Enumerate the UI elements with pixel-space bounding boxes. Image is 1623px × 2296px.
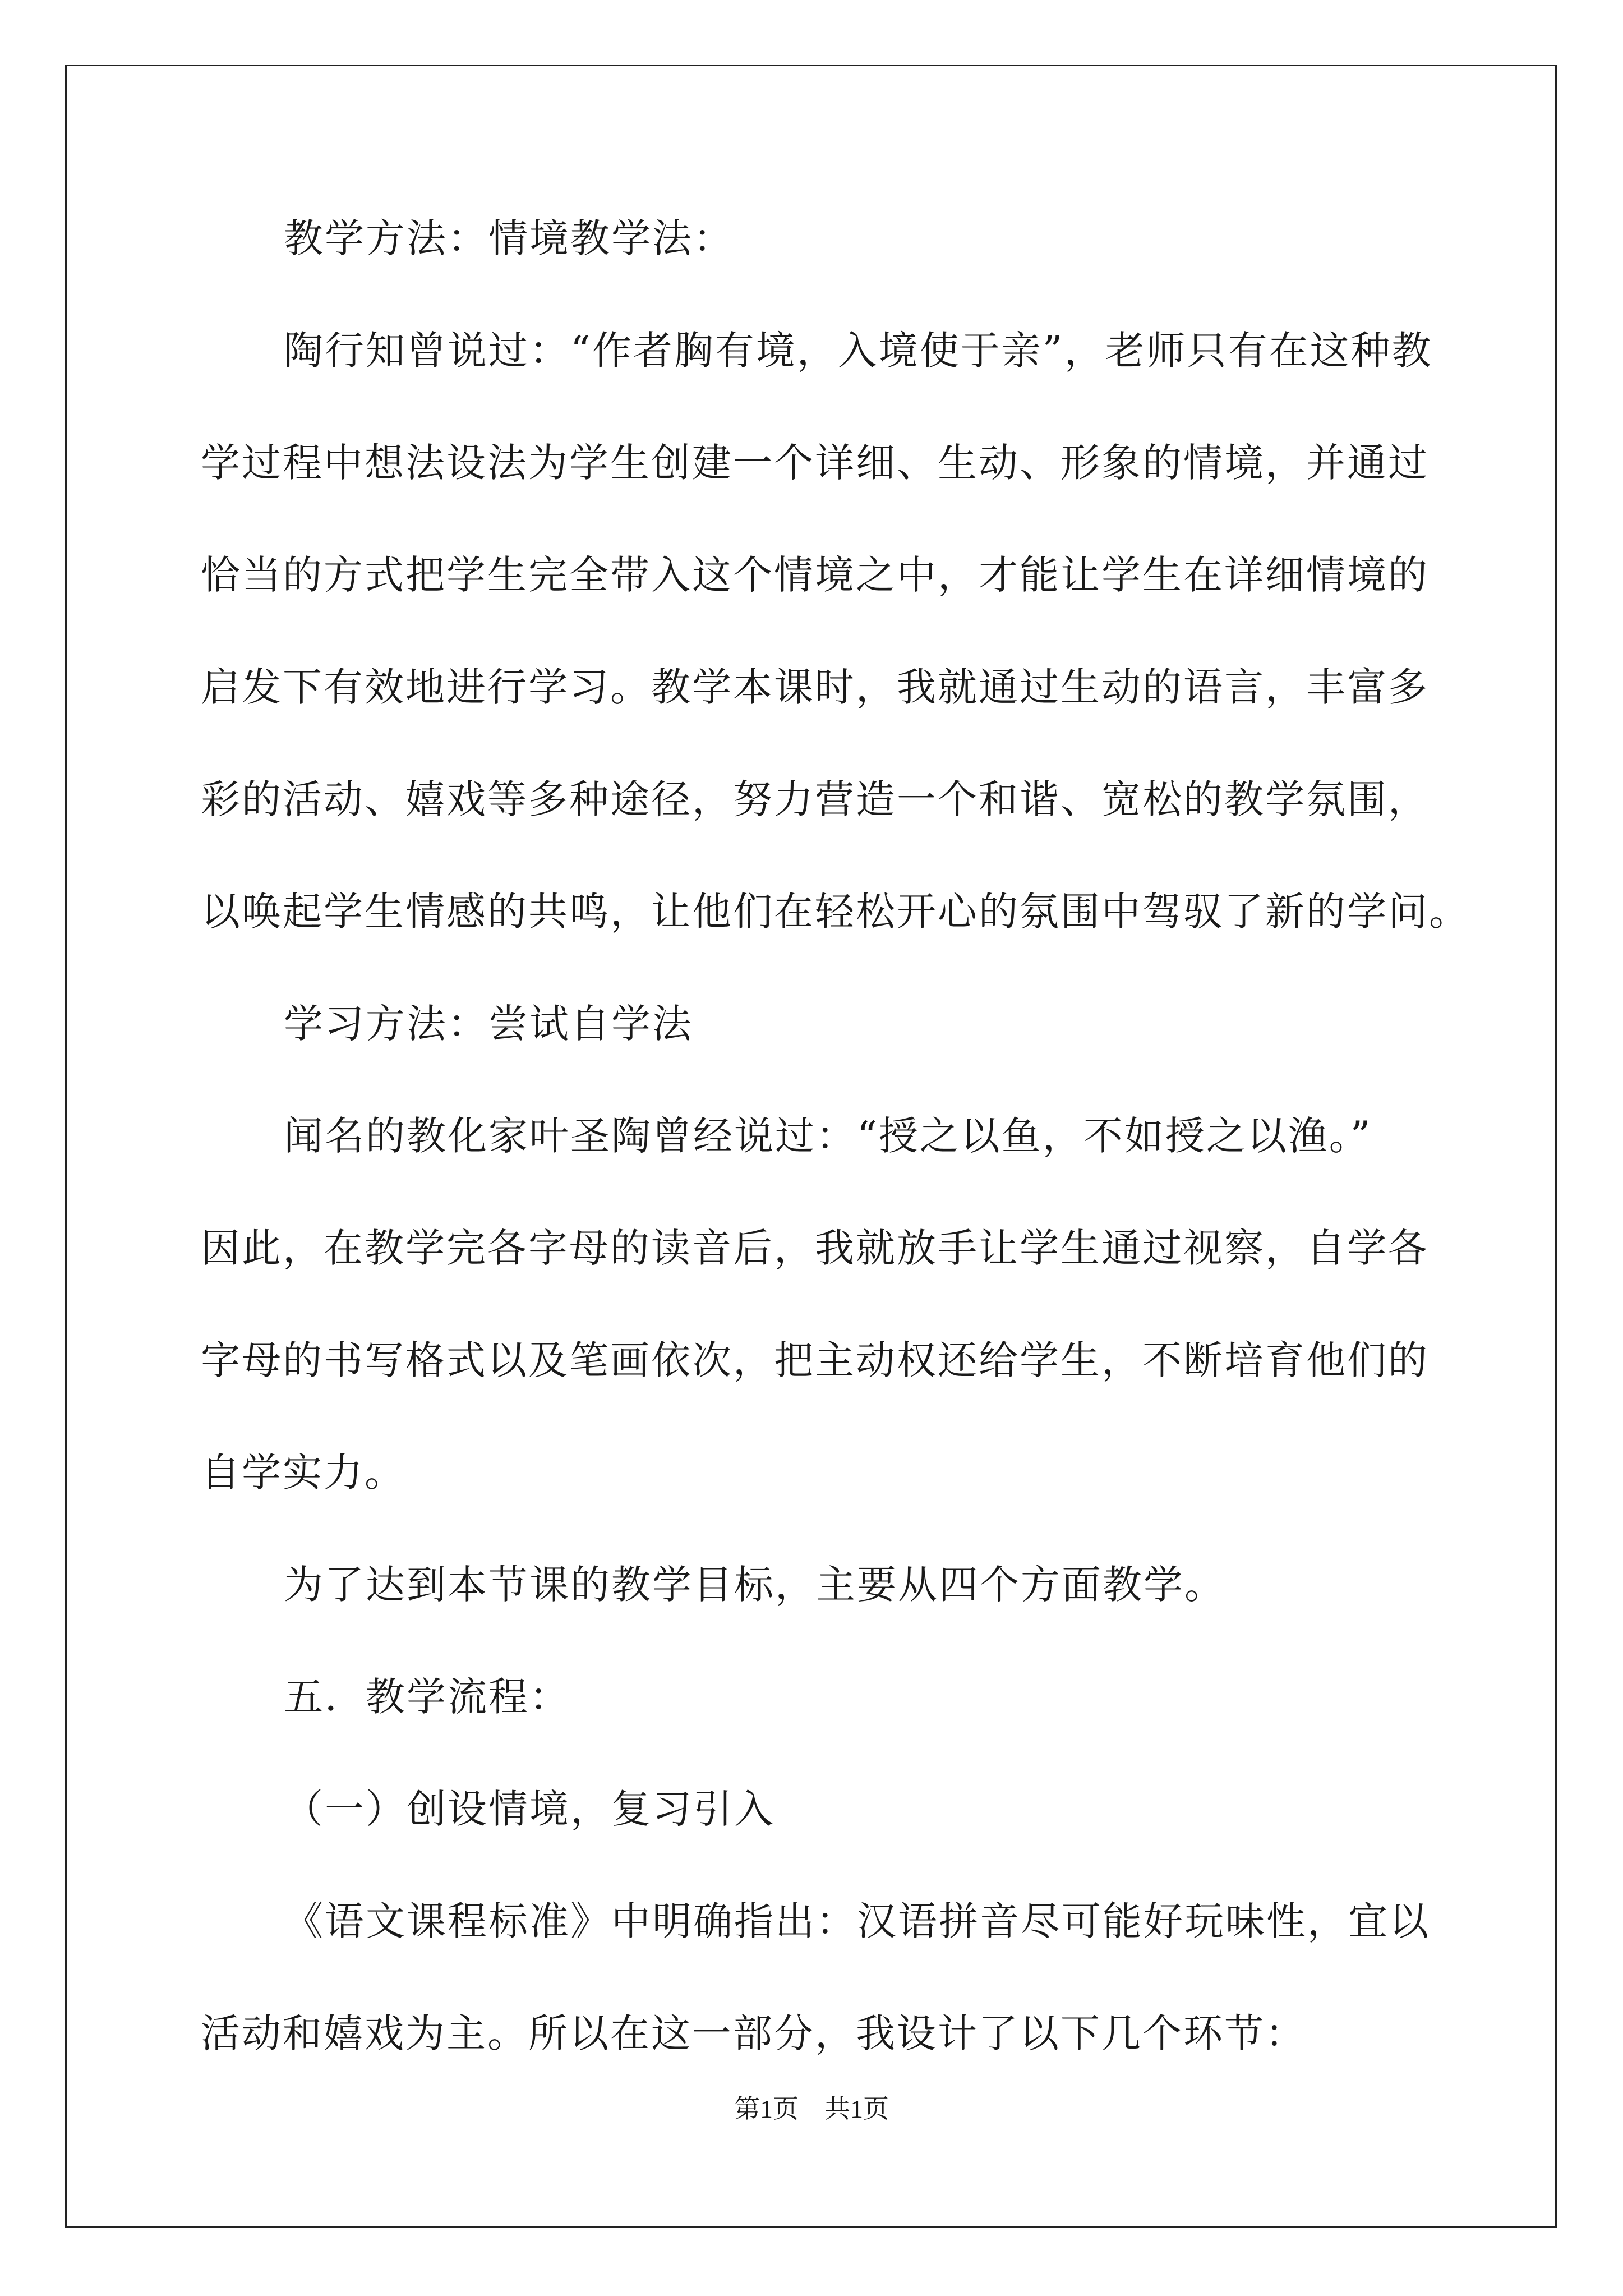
text-line: 为了达到本节课的教学目标，主要从四个方面教学。	[284, 1562, 1225, 1608]
text-line: 以唤起学生情感的共鸣，让他们在轻松开心的氛围中驾驭了新的学问。	[201, 889, 1470, 935]
text-line: 五．教学流程：	[284, 1674, 570, 1720]
text-line: （一）创设情境，复习引入	[284, 1786, 775, 1832]
text-line: 启发下有效地进行学习。教学本课时，我就通过生动的语言，丰富多	[201, 664, 1429, 710]
text-line: 自学实力。	[201, 1450, 405, 1496]
text-line: 因此，在教学完各字母的读音后，我就放手让学生通过视察，自学各	[201, 1225, 1429, 1271]
text-line: 学过程中想法设法为学生创建一个详细、生动、形象的情境，并通过	[201, 440, 1429, 486]
text-line: 字母的书写格式以及笔画依次，把主动权还给学生，不断培育他们的	[201, 1337, 1429, 1383]
text-line: 学习方法：尝试自学法	[284, 1001, 693, 1047]
text-line: 《语文课程标准》中明确指出：汉语拼音尽可能好玩味性，宜以	[284, 1898, 1430, 1944]
text-line: 陶行知曾说过：“作者胸有境，入境使于亲”，老师只有在这种教	[284, 328, 1433, 374]
text-line: 恰当的方式把学生完全带入这个情境之中，才能让学生在详细情境的	[201, 552, 1429, 598]
text-line: 教学方法：情境教学法：	[284, 215, 734, 261]
page-number: 第1页 共1页	[734, 2095, 889, 2123]
text-line: 活动和嬉戏为主。所以在这一部分，我设计了以下几个环节：	[201, 2010, 1306, 2056]
text-line: 彩的活动、嬉戏等多种途径，努力营造一个和谐、宽松的教学氛围，	[201, 776, 1429, 822]
text-line: 闻名的教化家叶圣陶曾经说过：“授之以鱼，不如授之以渔。”	[284, 1113, 1372, 1159]
